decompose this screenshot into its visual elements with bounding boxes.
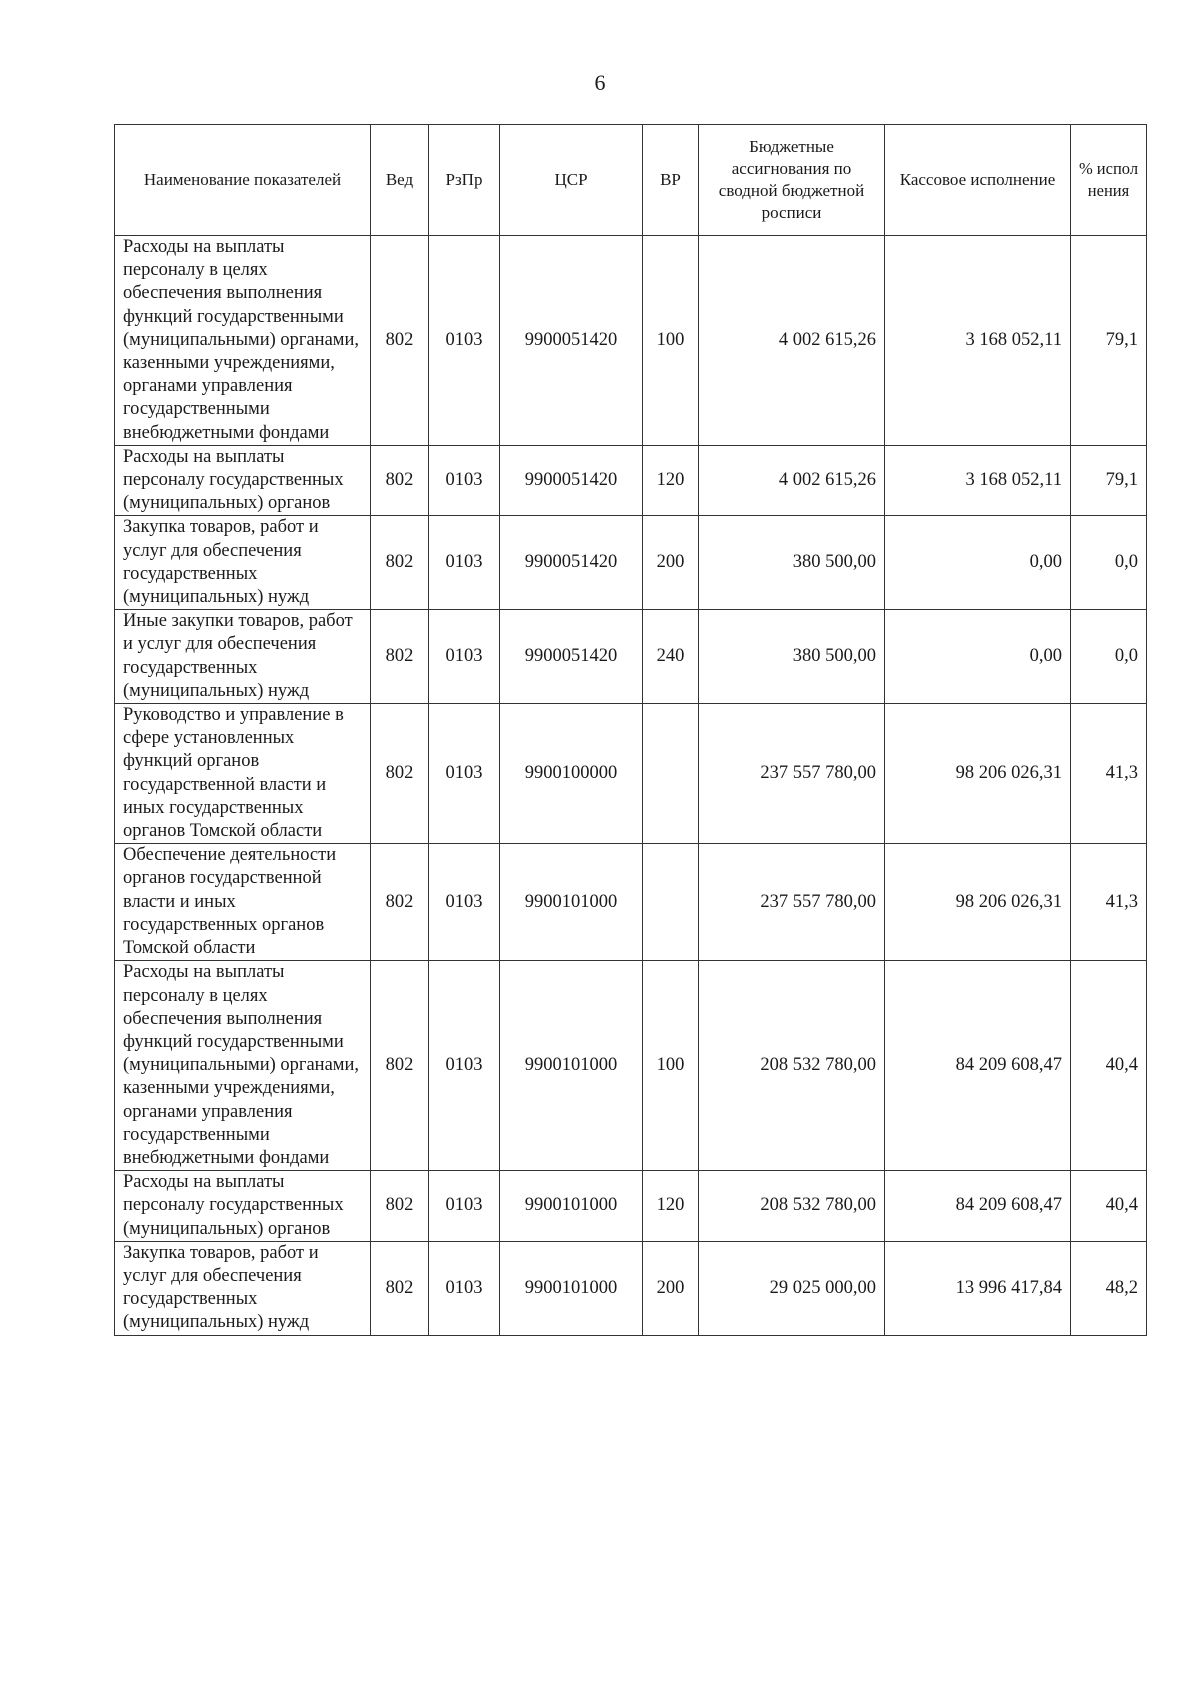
row-cash: 3 168 052,11	[885, 445, 1071, 516]
header-vr: ВР	[643, 125, 699, 236]
row-allocations: 380 500,00	[699, 516, 885, 610]
row-vr: 100	[643, 236, 699, 446]
row-allocations: 380 500,00	[699, 610, 885, 704]
budget-execution-table	[114, 124, 1147, 1336]
row-cash: 98 206 026,31	[885, 844, 1071, 961]
row-rzpr: 0103	[429, 516, 500, 610]
row-ved: 802	[371, 516, 429, 610]
row-vr: 120	[643, 1171, 699, 1242]
header-name: Наименование показателей	[115, 125, 371, 236]
table-row	[115, 236, 1147, 446]
row-percent: 40,4	[1071, 961, 1147, 1171]
row-vr: 120	[643, 445, 699, 516]
row-csr: 9900051420	[500, 445, 643, 516]
row-vr: 240	[643, 610, 699, 704]
row-cash: 98 206 026,31	[885, 704, 1071, 844]
row-percent: 0,0	[1071, 610, 1147, 704]
row-allocations: 4 002 615,26	[699, 236, 885, 446]
row-ved: 802	[371, 236, 429, 446]
row-percent: 40,4	[1071, 1171, 1147, 1242]
header-percent: % испол нения	[1071, 125, 1147, 236]
header-rzpr: РзПр	[429, 125, 500, 236]
row-percent: 41,3	[1071, 704, 1147, 844]
row-vr: 200	[643, 1241, 699, 1335]
row-allocations: 208 532 780,00	[699, 1171, 885, 1242]
row-rzpr: 0103	[429, 610, 500, 704]
header-allocations: Бюджетные ассигнования по сводной бюджетной росписи	[699, 125, 885, 236]
table-row	[115, 1241, 1147, 1335]
row-rzpr: 0103	[429, 844, 500, 961]
row-percent: 48,2	[1071, 1241, 1147, 1335]
row-csr: 9900100000	[500, 704, 643, 844]
row-percent: 79,1	[1071, 445, 1147, 516]
row-name: Иные закупки товаров, работ и услуг для обеспечения государственных (муниципальных) нужд	[115, 610, 371, 704]
row-ved: 802	[371, 1171, 429, 1242]
row-rzpr: 0103	[429, 236, 500, 446]
page-number: 6	[594, 70, 606, 95]
row-csr: 9900051420	[500, 236, 643, 446]
row-csr: 9900051420	[500, 516, 643, 610]
table-row	[115, 445, 1147, 516]
row-name: Руководство и управление в сфере установленных функций органов государственной власти и иных государственных органов Томской области	[115, 704, 371, 844]
row-cash: 84 209 608,47	[885, 1171, 1071, 1242]
row-name: Расходы на выплаты персоналу государственных (муниципальных) органов	[115, 445, 371, 516]
row-percent: 41,3	[1071, 844, 1147, 961]
row-percent: 0,0	[1071, 516, 1147, 610]
row-cash: 0,00	[885, 610, 1071, 704]
table-row	[115, 610, 1147, 704]
row-cash: 3 168 052,11	[885, 236, 1071, 446]
table-row	[115, 704, 1147, 844]
row-allocations: 208 532 780,00	[699, 961, 885, 1171]
row-vr	[643, 704, 699, 844]
row-allocations: 29 025 000,00	[699, 1241, 885, 1335]
row-ved: 802	[371, 445, 429, 516]
row-percent: 79,1	[1071, 236, 1147, 446]
table-row	[115, 844, 1147, 961]
row-name: Обеспечение деятельности органов государственной власти и иных государственных органов Томской области	[115, 844, 371, 961]
row-cash: 0,00	[885, 516, 1071, 610]
row-ved: 802	[371, 1241, 429, 1335]
header-row	[115, 125, 1147, 236]
header-ved: Вед	[371, 125, 429, 236]
row-allocations: 237 557 780,00	[699, 844, 885, 961]
row-name: Расходы на выплаты персоналу государственных (муниципальных) органов	[115, 1171, 371, 1242]
header-cash-execution: Кассовое исполнение	[885, 125, 1071, 236]
row-csr: 9900101000	[500, 961, 643, 1171]
row-ved: 802	[371, 610, 429, 704]
row-ved: 802	[371, 961, 429, 1171]
row-name: Закупка товаров, работ и услуг для обеспечения государственных (муниципальных) нужд	[115, 1241, 371, 1335]
table-row	[115, 1171, 1147, 1242]
row-vr	[643, 844, 699, 961]
table-row	[115, 961, 1147, 1171]
row-rzpr: 0103	[429, 961, 500, 1171]
row-csr: 9900101000	[500, 1171, 643, 1242]
row-name: Расходы на выплаты персоналу в целях обеспечения выполнения функций государственными (муниципальными) органами, казенными учреждениями, органами управления государственными внебюджетными фондами	[115, 236, 371, 446]
row-csr: 9900051420	[500, 610, 643, 704]
row-cash: 84 209 608,47	[885, 961, 1071, 1171]
row-ved: 802	[371, 704, 429, 844]
row-csr: 9900101000	[500, 1241, 643, 1335]
row-rzpr: 0103	[429, 1171, 500, 1242]
table-row	[115, 516, 1147, 610]
row-ved: 802	[371, 844, 429, 961]
row-csr: 9900101000	[500, 844, 643, 961]
row-name: Закупка товаров, работ и услуг для обеспечения государственных (муниципальных) нужд	[115, 516, 371, 610]
row-cash: 13 996 417,84	[885, 1241, 1071, 1335]
row-rzpr: 0103	[429, 445, 500, 516]
row-rzpr: 0103	[429, 1241, 500, 1335]
row-allocations: 237 557 780,00	[699, 704, 885, 844]
row-rzpr: 0103	[429, 704, 500, 844]
row-allocations: 4 002 615,26	[699, 445, 885, 516]
row-vr: 200	[643, 516, 699, 610]
row-name: Расходы на выплаты персоналу в целях обеспечения выполнения функций государственными (муниципальными) органами, казенными учреждениями, органами управления государственными внебюджетными фондами	[115, 961, 371, 1171]
row-vr: 100	[643, 961, 699, 1171]
header-csr: ЦСР	[500, 125, 643, 236]
